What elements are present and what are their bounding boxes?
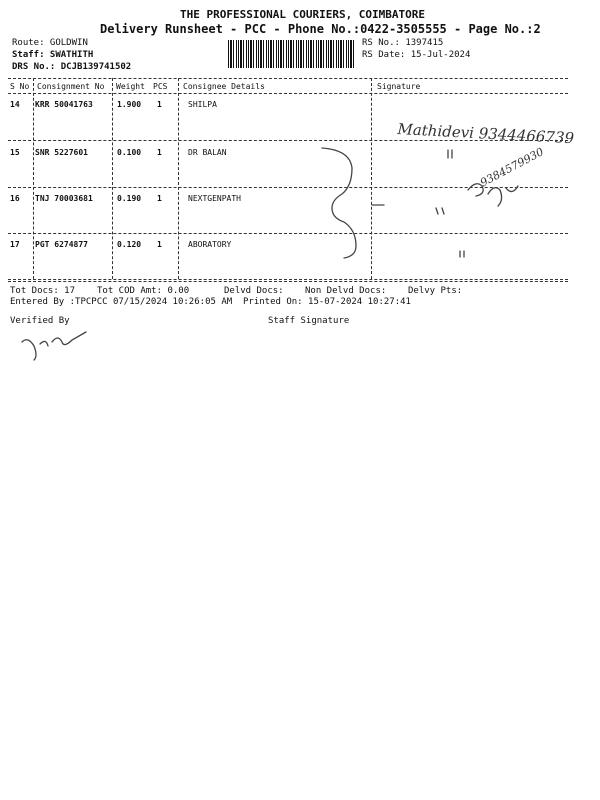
row-pcs: 1 — [157, 100, 162, 109]
rs-date: RS Date: 15-Jul-2024 — [362, 50, 471, 60]
delvy-pts: Delvy Pts: — [408, 286, 463, 296]
row-sno: 15 — [10, 148, 20, 157]
footer-rule — [8, 281, 568, 282]
handwritten-signature-1: Mathidevi 9344466739 — [397, 120, 575, 148]
printed-on: Printed On: 15-07-2024 10:27:41 — [243, 297, 411, 307]
col-header-sno: S No — [10, 82, 30, 91]
staff-label: Staff: SWATHITH — [12, 50, 94, 60]
runsheet-subtitle: Delivery Runsheet - PCC - Phone No.:0422-3505555 - Page No.:2 — [100, 22, 541, 36]
row-consignment: KRR 50041763 — [35, 100, 93, 109]
company-title: THE PROFESSIONAL COURIERS, COIMBATORE — [180, 8, 426, 21]
handwritten-number-3: 9384579930 — [478, 145, 546, 190]
row-weight: 1.900 — [117, 100, 142, 109]
col-header-consignment: Consignment No — [37, 82, 105, 91]
delvd-docs: Delvd Docs: — [224, 286, 284, 296]
row-pcs: 1 — [157, 148, 162, 157]
row-sno: 17 — [10, 240, 20, 249]
row-weight: 0.120 — [117, 240, 142, 249]
row-pcs: 1 — [157, 240, 162, 249]
row-consignee: DR BALAN — [188, 148, 227, 157]
route-label: Route: GOLDWIN — [12, 38, 88, 48]
row-consignment: TNJ 70003681 — [35, 194, 93, 203]
drs-number: DRS No.: DCJB139741502 — [12, 62, 132, 72]
row-consignment: SNR 5227601 — [35, 148, 88, 157]
row-consignee: NEXTGENPATH — [188, 194, 241, 203]
col-header-signature: Signature — [377, 82, 421, 91]
row-sno: 14 — [10, 100, 20, 109]
row-weight: 0.190 — [117, 194, 142, 203]
staff-signature-label: Staff Signature — [268, 316, 350, 326]
col-header-weight: Weight — [116, 82, 145, 91]
non-delvd-docs: Non Delvd Docs: — [305, 286, 387, 296]
row-sno: 16 — [10, 194, 20, 203]
col-header-consignee: Consignee Details — [183, 82, 265, 91]
row-consignee: SHILPA — [188, 100, 217, 109]
row-weight: 0.100 — [117, 148, 142, 157]
tot-cod-amt: Tot COD Amt: 0.00 — [97, 286, 190, 296]
verified-by-label: Verified By — [10, 316, 70, 326]
row-pcs: 1 — [157, 194, 162, 203]
row-consignment: PGT 6274877 — [35, 240, 88, 249]
col-header-pcs: PCS — [153, 82, 168, 91]
row-consignee: ABORATORY — [188, 240, 232, 249]
entered-by: Entered By :TPCPCC 07/15/2024 10:26:05 AM — [10, 297, 233, 307]
rs-number: RS No.: 1397415 — [362, 38, 444, 48]
tot-docs: Tot Docs: 17 — [10, 286, 76, 296]
